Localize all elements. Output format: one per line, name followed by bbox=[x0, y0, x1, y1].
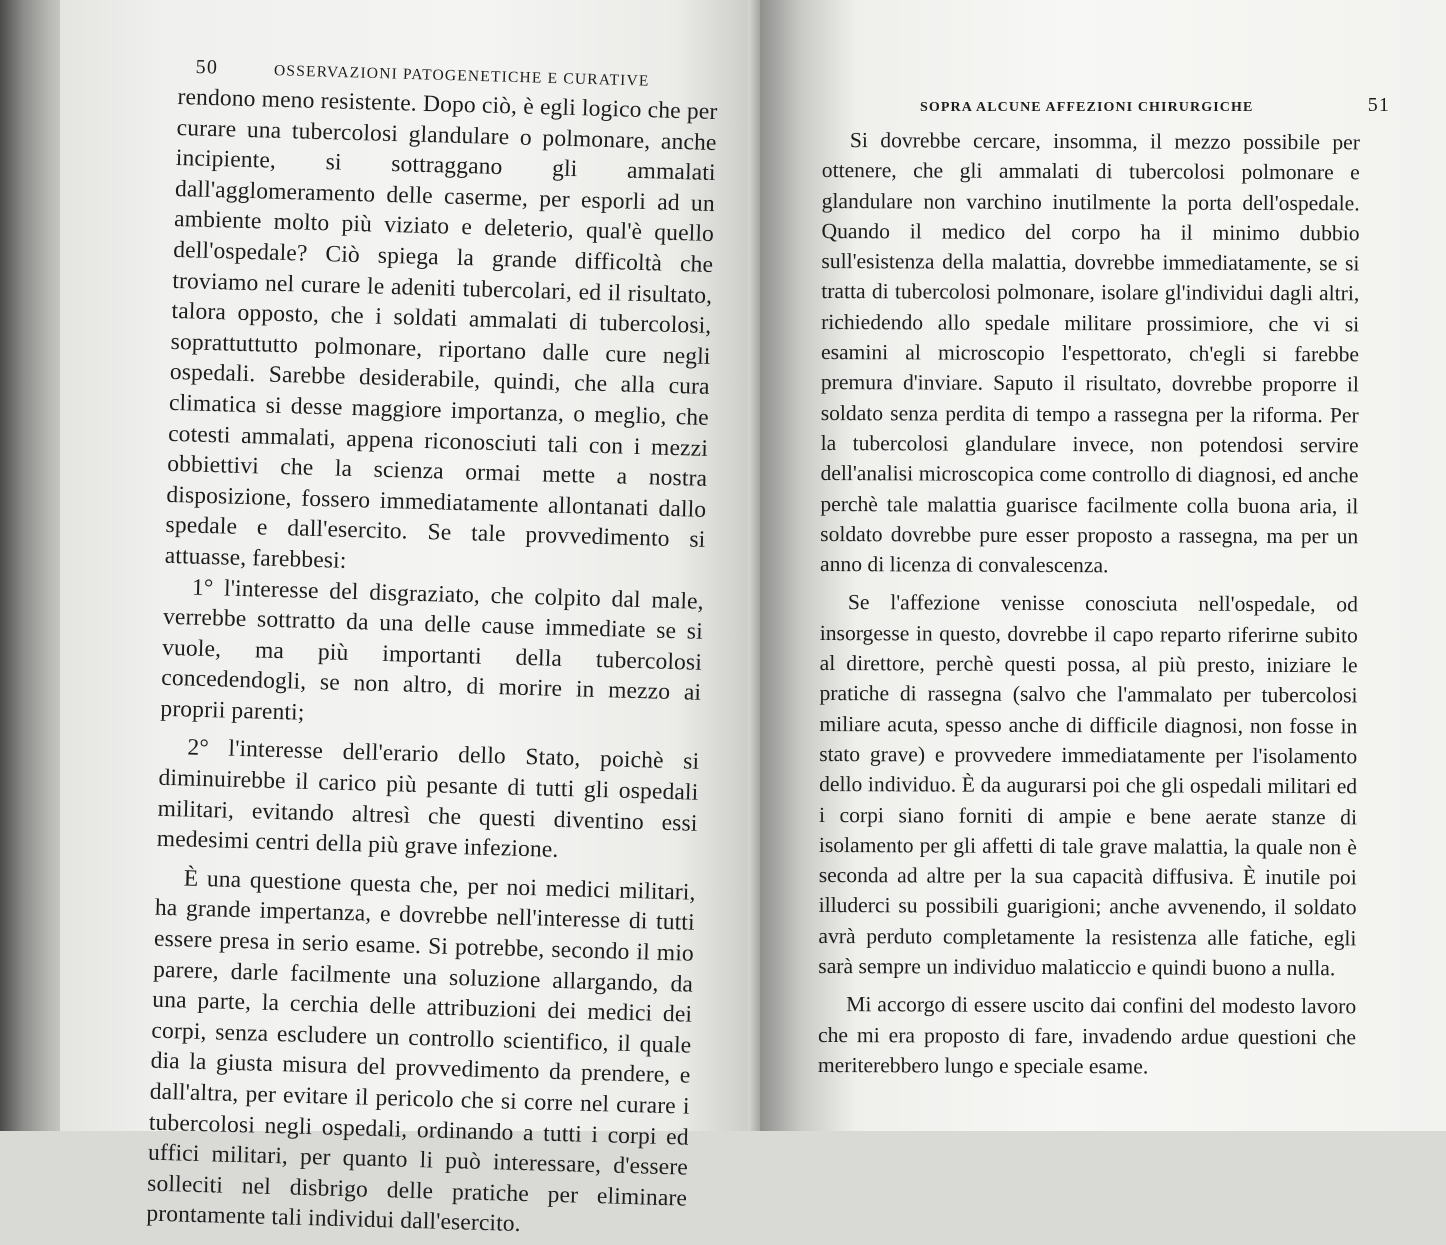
left-running-title: OSSERVAZIONI PATOGENETICHE E CURATIVE bbox=[273, 62, 650, 90]
right-paragraph: Si dovrebbe cercare, insomma, il mezzo possibile per ottenere, che gli ammalati di tubercolosi polmonare e glandulare non varchino inutilmente la porta dell'ospedale. Quando il medico del corpo ha il minimo dubbio sull'esistenza della malattia, dovrebbe immediatamente, se si tratta di tubercolosi polmonare, isolare gl'individui dagli altri, richiedendo allo spedale militare prossimiore, che vi si esamini al microscopio l'espettorato, ch'egli si farebbe premura d'inviare. Saputo il risultato, dovrebbe proporre il soldato senza perdita di tempo a rassegna per la riforma. Per la tubercolosi glandulare invece, non potendosi servire dell'analisi microscopica come controllo di diagnosi, ed anche perchè tale malattia guarisce facilmente colla buona aria, il soldato dovrebbe pure esser proposto a rassegna, ma per un anno di licenza di convalescenza. bbox=[820, 128, 1360, 578]
right-page bbox=[760, 0, 1446, 1131]
right-paragraph: Mi accorgo di essere uscito dai confini del modesto lavoro che mi era proposto di fare, invadendo ardue questioni che meriterebbero lungo e speciale esame. bbox=[817, 992, 1357, 1079]
left-paragraph: rendono meno resistente. Dopo ciò, è egli logico che per curare una tubercolosi glandulare o polmonare, anche incipiente, si sottraggano gli ammalati dall'agglomeramento delle caserme, per esporli ad un ambiente molto più viziato e deleterio, qual'è quello dell'ospedale? Ciò spiega la grande difficoltà che troviamo nel curare le adeniti tubercolari, ed il risultato, talora opposto, che i soldati ammalati di tubercolosi, soprattuttutto polmonare, riportano dalle cure negli ospedali. Sarebbe desiderabile, quindi, che alla cura climatica si desse maggiore importanza, o meglio, che cotesti ammalati, appena riconosciuti tali con i mezzi obbiettivi che la scienza ormai mette a nostra disposizione, fossero immediatamente allontanati dallo spedale e dall'esercito. Se tale provvedimento si attuasse, farebbesi: bbox=[164, 83, 718, 574]
right-page-number: 51 bbox=[1367, 94, 1390, 116]
left-text-block bbox=[146, 82, 718, 1245]
left-paragraph: 2° l'interesse dell'erario dello Stato, poichè si diminuirebbe il carico più pesante di tutti gli ospedali militari, evitando altresì che questi diventino essi medesimi centri della più grave infezione. bbox=[156, 734, 700, 864]
left-page-number: 50 bbox=[195, 56, 219, 79]
right-running-title: SOPRA ALCUNE AFFEZIONI CHIRURGICHE bbox=[920, 100, 1254, 115]
left-paragraph: È una questione questa che, per noi medici militari, ha grande impertanza, e dovrebbe nell'interesse di tutti essere presa in serio esame. Si potrebbe, secondo il mio parere, darle facilmente una soluzione allargando, da una parte, la cerchia delle attribuzioni dei medici dei corpi, senza escludere un controllo scientifico, il quale dia la giusta misura del provvedimento da prendere, e dall'altra, per evitare il pericolo che si corre nel curare i tubercolosi negli ospedali, ordinando a tutti i corpi ed uffici militari, per quanto li può interessare, d'essere solleciti nel disbrigo delle pratiche per eliminare prontamente tali individui dall'esercito. bbox=[146, 865, 696, 1238]
right-text-block bbox=[818, 125, 1360, 1083]
left-page bbox=[60, 0, 760, 1238]
right-running-head bbox=[920, 94, 1390, 117]
left-paragraph: 1° l'interesse del disgraziato, che colpito dal male, verrebbe sottratto da una delle cause immediate se si vuole, ma più importanti della tubercolosi concedendogli, se non altro, di morire in mezzo ai proprii parenti; bbox=[160, 574, 705, 726]
right-paragraph: Se l'affezione venisse conosciuta nell'ospedale, od insorgesse in questo, dovrebbe il capo reparto riferirne subito al direttore, perchè questi possa, al più presto, iniziare le pratiche di rassegna (salvo che l'ammalato per tubercolosi miliare acuta, spesso anche di difficile diagnosi, non fosse in stato grave) e provvedere immediatamente per l'isolamento dello individuo. È da augurarsi poi che gli ospedali militari ed i corpi siano forniti di ampie e bene aerate stanze di isolamento per gli affetti di tale grave malattia, la quale non è seconda ad altre per la sua capacità diffusiva. È inutile poi illuderci su possibili guarigioni; anche avvenendo, il soldato avrà perduto completamente la resistenza alle fatiche, egli sarà sempre un individuo malaticcio e quindi buono a nulla. bbox=[818, 590, 1358, 981]
